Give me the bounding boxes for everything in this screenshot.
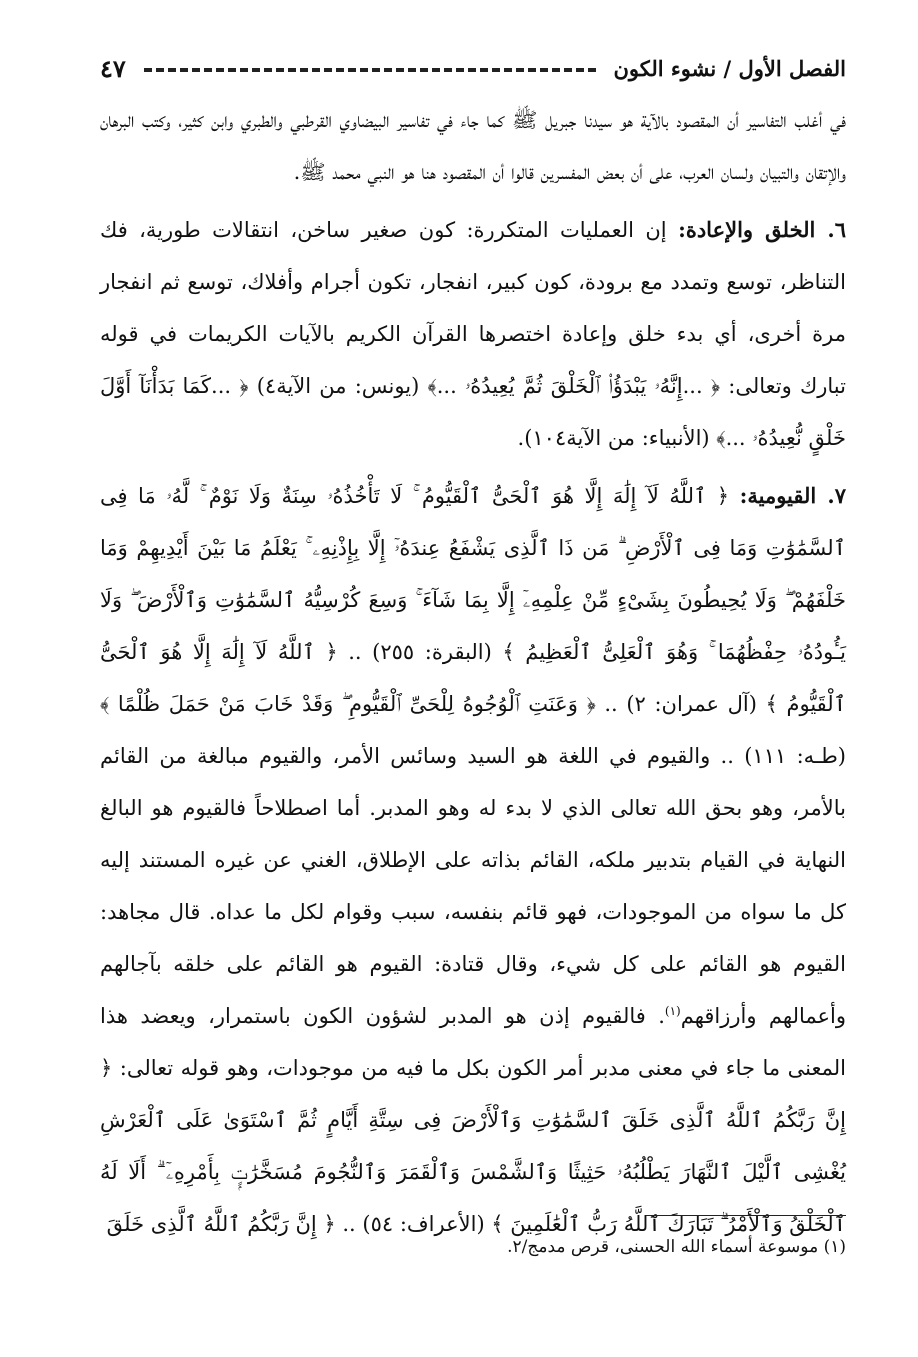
footnotes (100, 1232, 846, 1262)
footnote-marker[interactable]: (١) (664, 1004, 681, 1018)
paragraph-text: إن العمليات المتكررة: كون صغير ساخن، انتقالات طورية، فك التناظر، توسع وتمدد مع برودة، كون كبير، انفجار، تكون أجرام وأفلاك، توسع ثم انفجار مرة أخرى، أي بدء خلق وإعادة اختصرها القرآن الكريم بالآيات الكريمات في قوله تبارك وتعالى: ﴿ ...إِنَّهُۥ يَبْدَؤُا۟ ٱلْخَلْقَ ثُمَّ يُعِيدُهُۥ ...﴾ (يونس: من الآية٤) ﴿ ...كَمَا بَدَأْنَآ أَوَّلَ خَلْقٍ نُّعِيدُهُۥ ...﴾ (الأنبياء: من الآية١٠٤). (100, 218, 846, 450)
section-heading: ٧. القيومية: (739, 483, 846, 508)
paragraph-text: ﴿ ٱللَّهُ لَآ إِلَٰهَ إِلَّا هُوَ ٱلْحَىُّ ٱلْقَيُّومُ ۚ لَا تَأْخُذُهُۥ سِنَةٌ وَلَا نَوْمٌ ۚ لَّهُۥ مَا فِى ٱلسَّمَٰوَٰتِ وَمَا فِى ٱلْأَرْضِ ۗ مَن ذَا ٱلَّذِى يَشْفَعُ عِندَهُۥٓ إِلَّا بِإِذْنِهِۦ ۚ يَعْلَمُ مَا بَيْنَ أَيْدِيهِمْ وَمَا خَلْفَهُمْ ۖ وَلَا يُحِيطُونَ بِشَىْءٍ مِّنْ عِلْمِهِۦٓ إِلَّا بِمَا شَآءَ ۚ وَسِعَ كُرْسِيُّهُ ٱلسَّمَٰوَٰتِ وَٱلْأَرْضَ ۖ وَلَا يَـُٔودُهُۥ حِفْظُهُمَا ۚ وَهُوَ ٱلْعَلِىُّ ٱلْعَظِيمُ ﴾ (البقرة: ٢٥٥) .. ﴿ ٱللَّهُ لَآ إِلَٰهَ إِلَّا هُوَ ٱلْحَىُّ ٱلْقَيُّومُ ﴾ (آل عمران: ٢) .. ﴿ وَعَنَتِ ٱلْوُجُوهُ لِلْحَىِّ ٱلْقَيُّومِ ۖ وَقَدْ خَابَ مَنْ حَمَلَ ظُلْمًا ﴾ (طـه: ١١١) .. والقيوم في اللغة هو السيد وسائس الأمر، والقيوم مبالغة من القائم بالأمر، وهو بحق الله تعالى الذي لا بدء له وهو المدبر. أما اصطلاحاً فالقيوم هو البالغ النهاية في القيام بتدبير ملكه، القائم بذاته على الإطلاق، الغني عن غيره المستند إليه كل ما سواه من الموجودات، فهو قائم بنفسه، سبب وقوام لكل ما عداه. قال مجاهد: القيوم هو القائم على كل شيء، وقال قتادة: القيوم هو القائم على خلقه بآجالهم وأعمالهم وأرزاقهم (100, 484, 847, 1028)
footnote: (١) موسوعة أسماء الله الحسنى، قرص مدمج/٢. (507, 1237, 846, 1257)
paragraph (100, 204, 846, 464)
running-header (100, 48, 846, 88)
paragraph-text: في أغلب التفاسير أن المقصود بالآية هو سيدنا جبريل ﷺ كما جاء في تفاسير البيضاوي القرطبي والطبري وابن كثير، وكتب البرهان والإتقان والتبيان ولسان العرب، على أن بعض المفسرين قالوا أن المقصود هنا هو النبي محمد ﷺ. (100, 108, 846, 184)
footnote-separator (646, 1215, 846, 1216)
paragraph (100, 94, 846, 198)
body-text (100, 94, 846, 1250)
page-number: ٤٧ (100, 53, 126, 83)
header-dotted-rule (144, 68, 596, 72)
section-heading: ٦. الخلق والإعادة: (678, 217, 846, 242)
chapter-title: الفصل الأول / نشوء الكون (613, 55, 846, 81)
paragraph-text: . فالقيوم إذن هو المدبر لشؤون الكون باستمرار، ويعضد هذا المعنى ما جاء في معنى مدبر أمر الكون بكل ما فيه من موجودات، وهو قوله تعالى: ﴿ إِنَّ رَبَّكُمُ ٱللَّهُ ٱلَّذِى خَلَقَ ٱلسَّمَٰوَٰتِ وَٱلْأَرْضَ فِى سِتَّةِ أَيَّامٍ ثُمَّ ٱسْتَوَىٰ عَلَى ٱلْعَرْشِ يُغْشِى ٱلَّيْلَ ٱلنَّهَارَ يَطْلُبُهُۥ حَثِيثًا وَٱلشَّمْسَ وَٱلْقَمَرَ وَٱلنُّجُومَ مُسَخَّرَٰتٍۭ بِأَمْرِهِۦٓ ۗ أَلَا لَهُ ٱلْخَلْقُ وَٱلْأَمْرُ ۗ تَبَارَكَ ٱللَّهُ رَبُّ ٱلْعَٰلَمِينَ ﴾ (الأعراف: ٥٤) .. ﴿ إِنَّ رَبَّكُمُ ٱللَّهُ ٱلَّذِى خَلَقَ (100, 1004, 846, 1236)
paragraph (100, 470, 846, 1250)
